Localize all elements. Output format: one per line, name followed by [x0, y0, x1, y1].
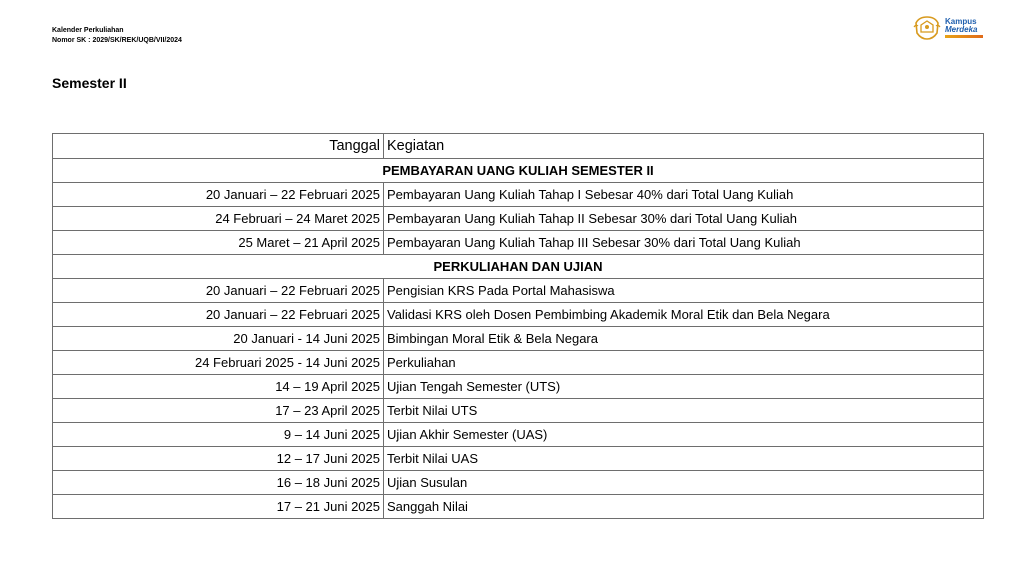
calendar-table: [52, 133, 984, 519]
row-activity: Terbit Nilai UAS: [384, 447, 984, 471]
table-row: [53, 279, 984, 303]
row-activity: Ujian Akhir Semester (UAS): [384, 423, 984, 447]
logo-line-kampus: Kampus: [945, 17, 977, 26]
table-header-row: [53, 134, 984, 159]
logo-underline: [945, 35, 983, 38]
row-date: 17 – 21 Juni 2025: [53, 495, 384, 519]
table-row: [53, 423, 984, 447]
row-activity: Ujian Tengah Semester (UTS): [384, 375, 984, 399]
row-activity: Validasi KRS oleh Dosen Pembimbing Akademik Moral Etik dan Bela Negara: [384, 303, 984, 327]
row-date: 24 Februari 2025 - 14 Juni 2025: [53, 351, 384, 375]
row-date: 17 – 23 April 2025: [53, 399, 384, 423]
table-row: [53, 375, 984, 399]
table-row: [53, 327, 984, 351]
row-date: 24 Februari – 24 Maret 2025: [53, 207, 384, 231]
row-activity: Pembayaran Uang Kuliah Tahap II Sebesar 30% dari Total Uang Kuliah: [384, 207, 984, 231]
table-row: [53, 207, 984, 231]
table-row: [53, 303, 984, 327]
table-row: [53, 351, 984, 375]
row-activity: Perkuliahan: [384, 351, 984, 375]
logo-wordmark: [945, 18, 983, 38]
row-activity: Pengisian KRS Pada Portal Mahasiswa: [384, 279, 984, 303]
row-date: 25 Maret – 21 April 2025: [53, 231, 384, 255]
kampus-merdeka-logo: [913, 14, 985, 42]
section-title-payment: PEMBAYARAN UANG KULIAH SEMESTER II: [53, 159, 984, 183]
column-header-date: Tanggal: [53, 134, 384, 159]
page-title: Semester II: [52, 75, 127, 91]
section-row-lectures: [53, 255, 984, 279]
row-activity: Pembayaran Uang Kuliah Tahap I Sebesar 40% dari Total Uang Kuliah: [384, 183, 984, 207]
row-date: 9 – 14 Juni 2025: [53, 423, 384, 447]
row-activity: Sanggah Nilai: [384, 495, 984, 519]
table-row: [53, 231, 984, 255]
row-date: 20 Januari – 22 Februari 2025: [53, 303, 384, 327]
row-date: 20 Januari – 22 Februari 2025: [53, 279, 384, 303]
document-header: [52, 26, 182, 46]
logo-line-merdeka: Merdeka: [945, 25, 978, 34]
table-row: [53, 399, 984, 423]
column-header-activity: Kegiatan: [384, 134, 984, 159]
section-title-lectures: PERKULIAHAN DAN UJIAN: [53, 255, 984, 279]
row-date: 16 – 18 Juni 2025: [53, 471, 384, 495]
row-activity: Ujian Susulan: [384, 471, 984, 495]
table-row: [53, 495, 984, 519]
row-activity: Bimbingan Moral Etik & Bela Negara: [384, 327, 984, 351]
table-row: [53, 183, 984, 207]
row-activity: Terbit Nilai UTS: [384, 399, 984, 423]
table-row: [53, 447, 984, 471]
row-activity: Pembayaran Uang Kuliah Tahap III Sebesar 30% dari Total Uang Kuliah: [384, 231, 984, 255]
row-date: 12 – 17 Juni 2025: [53, 447, 384, 471]
row-date: 20 Januari - 14 Juni 2025: [53, 327, 384, 351]
row-date: 14 – 19 April 2025: [53, 375, 384, 399]
section-row-payment: [53, 159, 984, 183]
header-sk-number: Nomor SK : 2029/SK/REK/UQB/VII/2024: [52, 37, 182, 44]
row-date: 20 Januari – 22 Februari 2025: [53, 183, 384, 207]
header-title: Kalender Perkuliahan: [52, 27, 124, 34]
university-emblem-icon: [913, 15, 941, 41]
table-row: [53, 471, 984, 495]
